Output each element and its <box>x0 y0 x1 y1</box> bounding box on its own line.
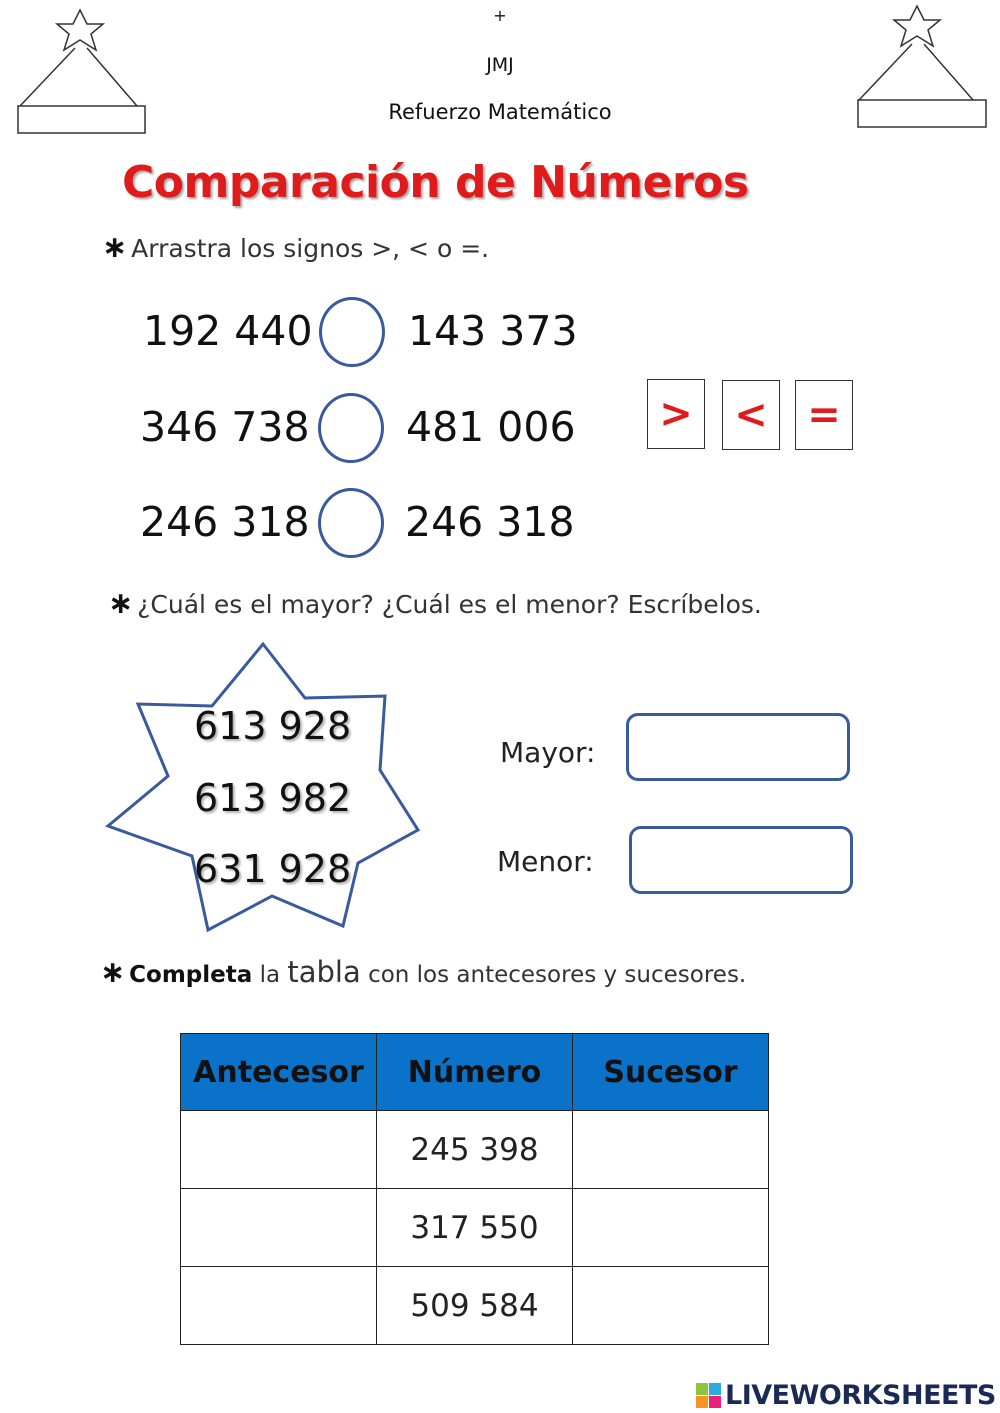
table-row <box>181 1111 769 1189</box>
asterisk-icon: ∗ <box>108 586 134 621</box>
star-number-3: 631 928 <box>194 847 352 891</box>
instruction-1-text: Arrastra los signos >, < o =. <box>131 234 490 263</box>
compare-right-2: 481 006 <box>406 403 576 451</box>
asterisk-icon: ∗ <box>102 230 128 265</box>
asterisk-icon: ∗ <box>100 955 126 990</box>
sucesor-cell[interactable] <box>573 1189 769 1267</box>
star-number-2: 613 982 <box>194 776 352 820</box>
table-row <box>181 1189 769 1267</box>
header-sucesor: Sucesor <box>573 1034 769 1111</box>
mayor-input[interactable] <box>626 713 850 781</box>
header-antecesor: Antecesor <box>181 1034 377 1111</box>
page-title: Comparación de Números <box>122 157 749 208</box>
compare-left-1: 192 440 <box>143 307 313 355</box>
instruction-3-big: tabla <box>287 955 361 989</box>
instruction-2 <box>108 586 762 621</box>
header-cross: + <box>493 6 507 25</box>
menor-label: Menor: <box>497 845 594 878</box>
instruction-2-text: ¿Cuál es el mayor? ¿Cuál es el menor? Escríbelos. <box>137 590 762 619</box>
sucesor-cell[interactable] <box>573 1111 769 1189</box>
compare-right-1: 143 373 <box>408 307 578 355</box>
drop-target-1[interactable] <box>319 297 385 367</box>
sucesor-input-1[interactable] <box>582 1124 760 1176</box>
antecesor-input-2[interactable] <box>190 1202 368 1254</box>
compare-left-3: 246 318 <box>140 498 310 546</box>
drop-target-3[interactable] <box>318 488 384 558</box>
compare-left-2: 346 738 <box>140 403 310 451</box>
number-cell: 509 584 <box>377 1267 573 1345</box>
antecesor-sucesor-table <box>180 1033 769 1345</box>
header-numero: Número <box>377 1034 573 1111</box>
sign-less-tile[interactable]: < <box>722 380 780 450</box>
drop-target-2[interactable] <box>318 393 384 463</box>
antecesor-input-3[interactable] <box>190 1280 368 1332</box>
menor-input[interactable] <box>629 826 853 894</box>
star-number-1: 613 928 <box>194 704 352 748</box>
footer-logo-text: LIVEWORKSHEETS <box>725 1380 996 1411</box>
antecesor-input-1[interactable] <box>190 1124 368 1176</box>
sucesor-cell[interactable] <box>573 1267 769 1345</box>
header-subtitle: Refuerzo Matemático <box>388 100 612 124</box>
footer-logo <box>696 1380 996 1411</box>
antecesor-cell[interactable] <box>181 1189 377 1267</box>
mayor-label: Mayor: <box>500 736 596 769</box>
instruction-1 <box>102 230 489 265</box>
header-initials: JMJ <box>486 54 514 76</box>
sign-greater-tile[interactable]: > <box>647 379 705 449</box>
sign-equal-tile[interactable]: = <box>795 380 853 450</box>
instruction-3-bold: Completa <box>129 962 253 988</box>
instruction-3 <box>100 955 746 990</box>
sucesor-input-2[interactable] <box>582 1202 760 1254</box>
number-cell: 245 398 <box>377 1111 573 1189</box>
liveworksheets-logo-icon <box>696 1383 722 1409</box>
table-header-row <box>181 1034 769 1111</box>
table-row <box>181 1267 769 1345</box>
instruction-3-part1: la <box>259 962 281 988</box>
antecesor-cell[interactable] <box>181 1111 377 1189</box>
antecesor-cell[interactable] <box>181 1267 377 1345</box>
sucesor-input-3[interactable] <box>582 1280 760 1332</box>
instruction-3-part2: con los antecesores y sucesores. <box>368 962 747 988</box>
number-cell: 317 550 <box>377 1189 573 1267</box>
compare-right-3: 246 318 <box>405 498 575 546</box>
